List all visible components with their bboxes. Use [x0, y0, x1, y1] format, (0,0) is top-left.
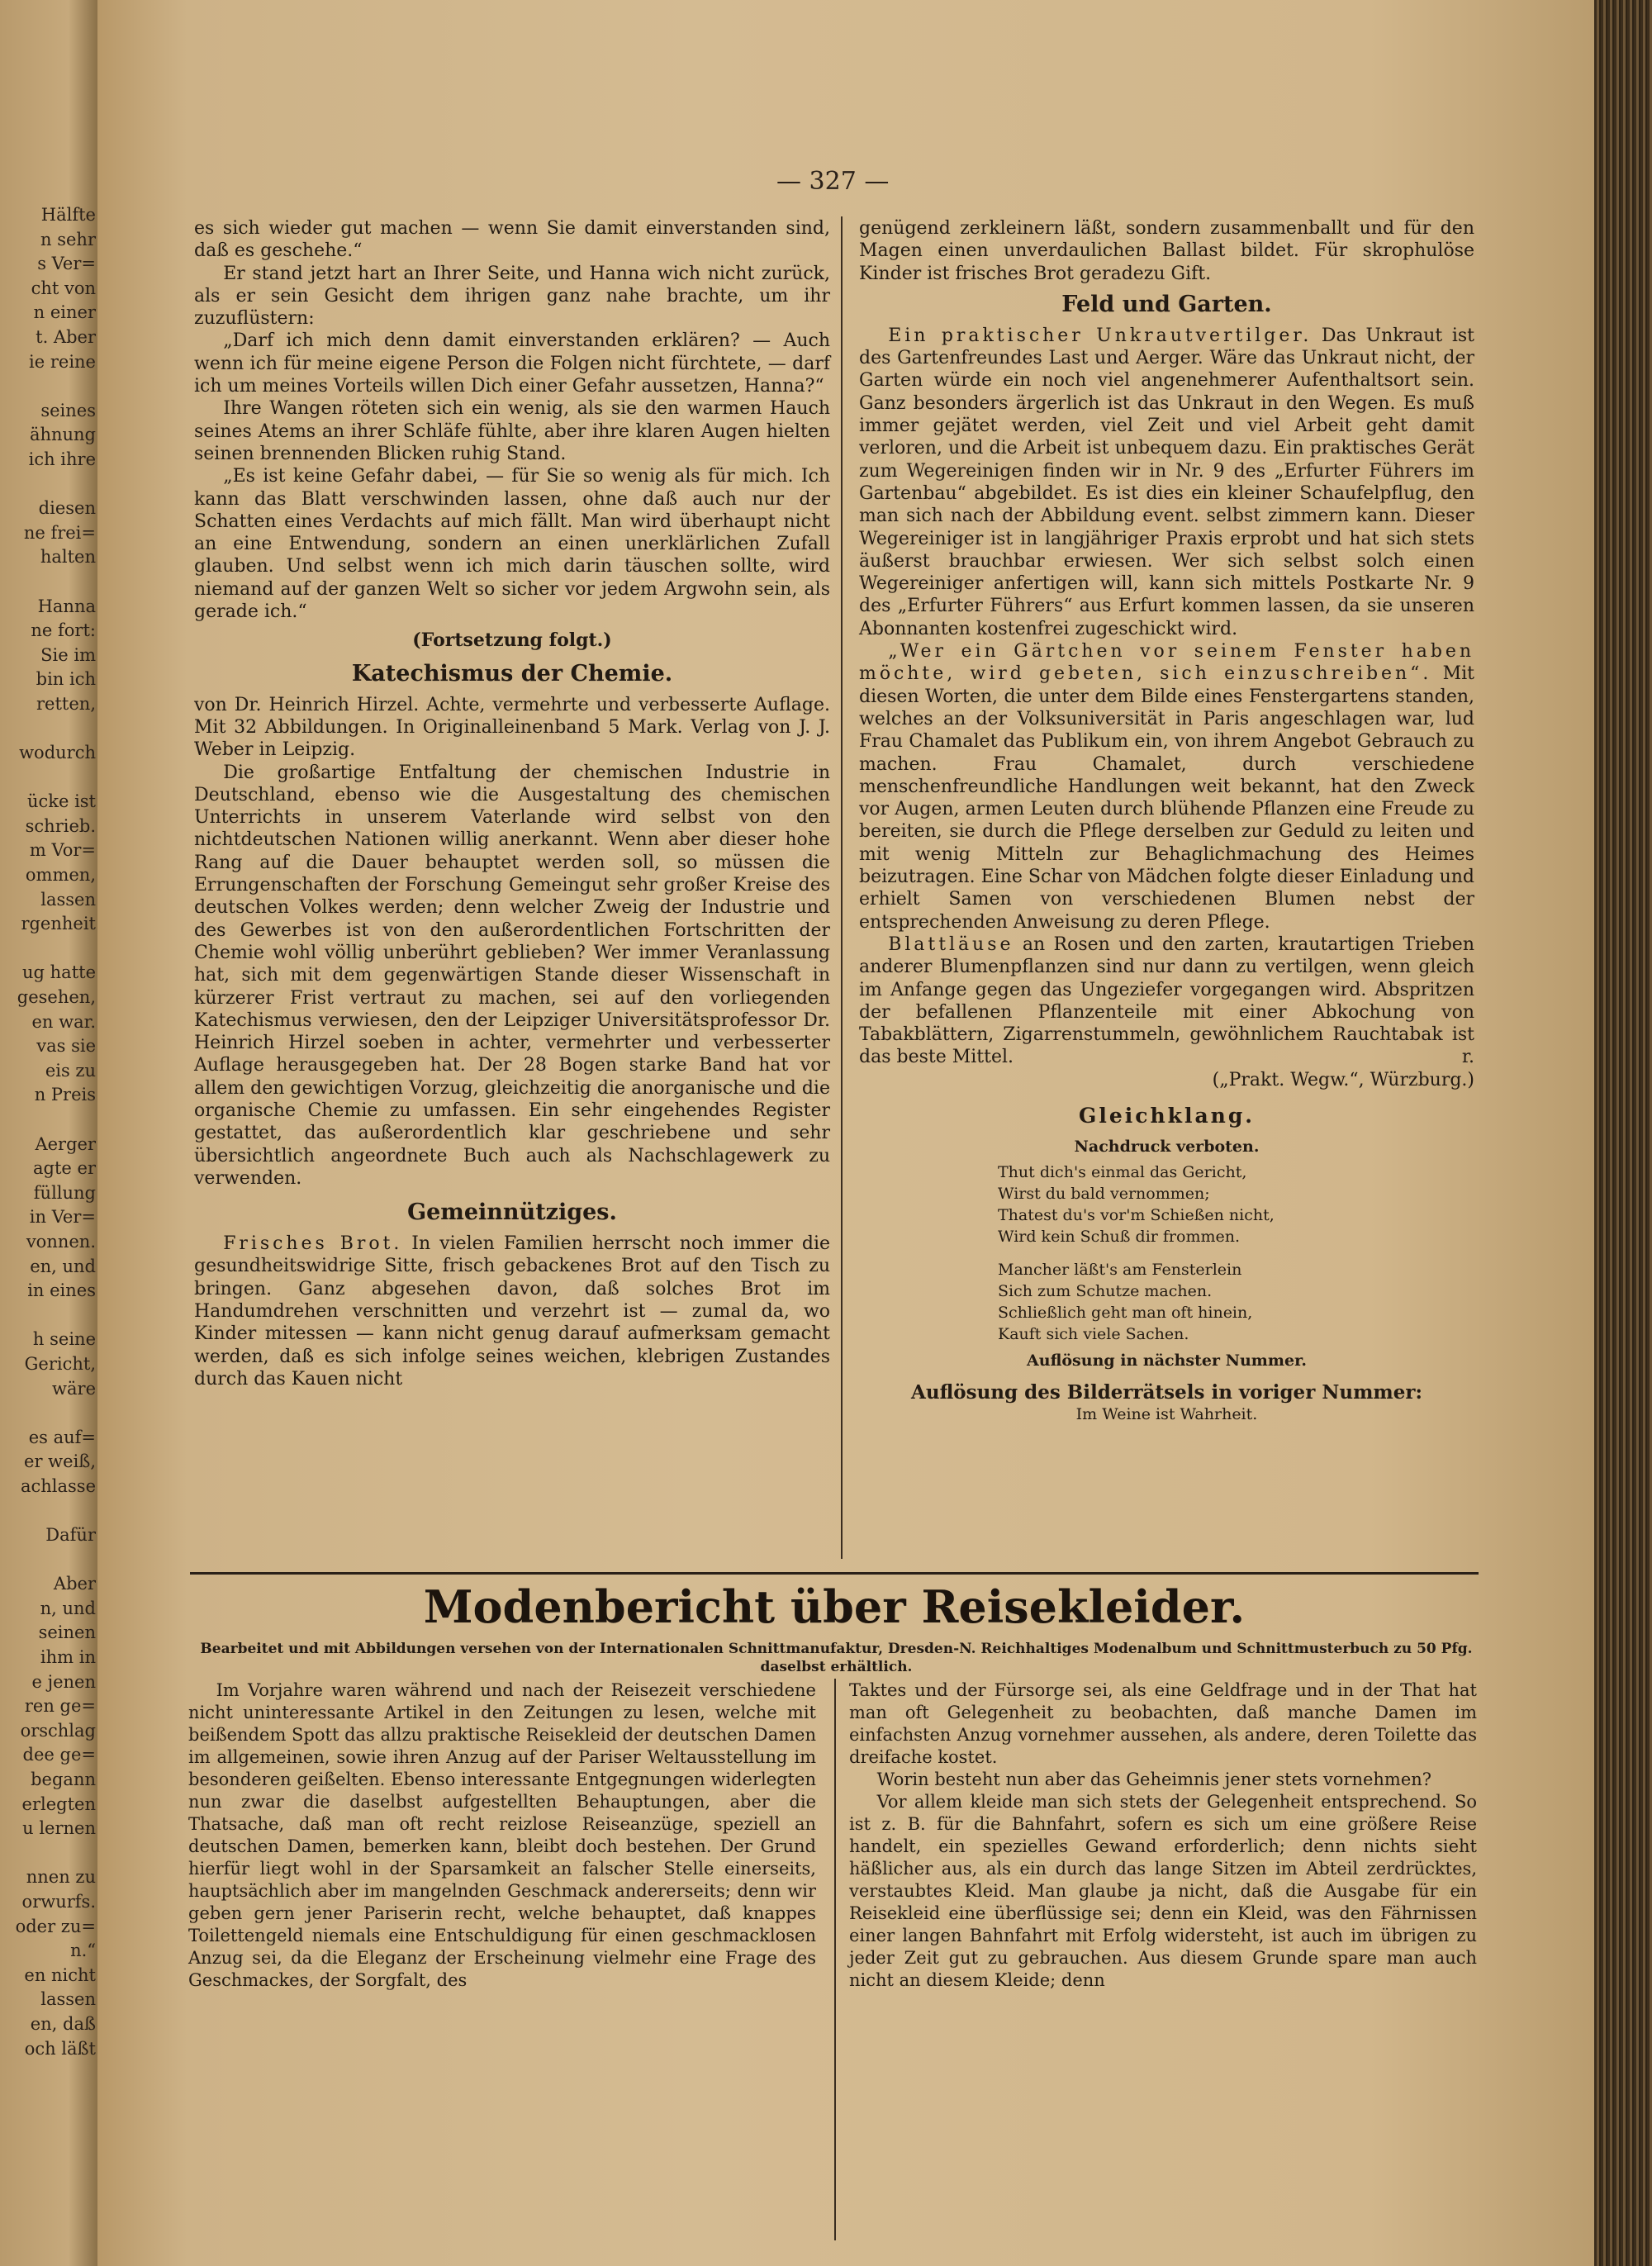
poem-note: Nachdruck verboten. [1074, 1137, 1260, 1156]
left-margin-fragment: en, und [30, 1256, 96, 1276]
bottom-column-divider [834, 1679, 836, 2240]
poem-line: Wirst du bald vernommen; [998, 1185, 1210, 1204]
left-margin-fragment: bin ich [36, 669, 96, 690]
left-margin-fragment: n einer [33, 302, 96, 323]
left-margin-fragment: begann [31, 1770, 96, 1789]
poem-solution: Auflösung in nächster Nummer. [1027, 1352, 1307, 1371]
left-margin-fragment [3, 1841, 96, 1866]
left-margin-fragment: seines [40, 400, 96, 420]
left-margin-fragment: Aerger [35, 1133, 96, 1154]
left-margin-fragment: wäre [52, 1378, 96, 1399]
continued-note: (Fortsetzung folgt.) [412, 629, 612, 652]
story-paragraph: es sich wieder gut machen — wenn Sie damit einverstanden sind, daß es geschehe.“ [194, 218, 830, 262]
left-margin-fragment: Aber [53, 1574, 96, 1594]
left-margin-fragment: m Vor= [29, 840, 96, 861]
modenbericht-right-p3: Vor allem kleide man sich stets der Gelegenheit entsprechend. So ist z. B. für die Bahnfahrt, sofern es sich um eine größere Reise handelt, ein spezielles Gewand erforderlich; denn nichts sieht häßlicher aus, als ein durch das lange Sitzen im Abteil zerdrücktes, verstaubtes Kleid. Man glaube ja nicht, daß die Ausgabe für ein Reisekleid eine überflüssige sei; denn ein Kleid, was den Fährnissen einer langen Bahnfahrt mit Erfolg widersteht, ist auch im übrigen zu jeder Zeit gut zu gebrauchen. Aus diesem Grunde spare man auch nicht an diesem Kleide; denn [849, 1792, 1477, 1990]
left-margin-fragment: n.“ [70, 1941, 96, 1961]
column-divider [841, 216, 843, 1559]
left-margin-fragment: u lernen [22, 1818, 96, 1839]
left-margin-fragment: es auf= [28, 1427, 96, 1447]
left-margin-fragment: ren ge= [24, 1696, 96, 1717]
left-margin-fragment: retten, [36, 693, 96, 714]
poem-line: Thut dich's einmal das Gericht, [998, 1163, 1247, 1182]
left-margin-fragment [3, 473, 96, 497]
left-margin-fragment: ommen, [25, 865, 96, 886]
left-margin-fragment: vonnen. [26, 1231, 96, 1252]
left-margin-fragment: n, und [40, 1598, 96, 1618]
chemie-heading: Katechismus der Chemie. [351, 660, 673, 686]
riddle-answer: Im Weine ist Wahrheit. [1075, 1404, 1258, 1423]
left-margin-fragment: nnen zu [26, 1867, 96, 1888]
story-paragraph: Ihre Wangen röteten sich ein wenig, als sie den warmen Hauch seines Atems an ihrer Schläfe fühlte, aber ihre klaren Augen hielten seinen brennenden Blicken ruhig Stand. [194, 398, 830, 464]
left-margin-fragment: er weiß, [24, 1451, 96, 1472]
gemein-heading: Gemeinnütziges. [407, 1200, 617, 1226]
left-margin-fragment [3, 1548, 96, 1573]
left-margin-fragment: füllung [33, 1182, 96, 1203]
left-margin-fragment: ihm in [40, 1647, 96, 1668]
left-margin-fragment: e jenen [31, 1671, 96, 1692]
poem-stanza-2 [998, 1259, 1474, 1345]
left-margin-fragment: rgenheit [21, 914, 96, 934]
column-right [859, 217, 1474, 1426]
modenbericht-right-p2: Worin besteht nun aber das Geheimnis jener stets vornehmen? [876, 1770, 1432, 1789]
feld-lead-2: „Wer ein Gärtchen vor seinem Fenster haben möchte, wird gebeten, sich einzuschreiben“. [859, 641, 1474, 685]
left-margin-fragment [3, 374, 96, 399]
left-margin-fragment: wodurch [19, 743, 96, 763]
left-margin-fragment: dee ge= [22, 1745, 96, 1765]
modenbericht-subtitle: Bearbeitet und mit Abbildungen versehen von der Internationalen Schnittmanufaktur, Dresden-N. Reichhaltiges Modenalbum und Schnittmusterbuch zu 50 Pfg. daselbst erhältlich. [200, 1641, 1473, 1675]
left-page-text-fragments [3, 203, 96, 2061]
left-margin-fragment: ücke ist [26, 791, 96, 812]
gemein-body: In vielen Familien herrscht noch immer die gesundheitswidrige Sitte, frisch gebackenes Brot auf den Tisch zu bringen. Ganz abgesehen davon, daß solches Brot im Handumdrehen verschnitten und verzehrt ist — zumal da, wo Kinder mitessen — kann nicht genug darauf aufmerksam gemacht werden, daß es sich infolge seines weichen, klebrigen Zustandes durch das Kauen nicht [194, 1233, 831, 1390]
left-margin-fragment: Sie im [40, 644, 96, 665]
left-margin-fragment: en, daß [30, 2013, 96, 2034]
left-margin-fragment [3, 570, 96, 595]
column-left [194, 217, 830, 1390]
left-margin-fragment: ne frei= [23, 522, 96, 543]
bottom-column-left [188, 1679, 816, 1992]
left-margin-fragment: halten [40, 547, 96, 568]
left-margin-fragment: lassen [40, 1989, 96, 2010]
left-margin-fragment: achlasse [20, 1475, 96, 1496]
modenbericht-title: Modenbericht über Reisekleider. [423, 1580, 1246, 1633]
left-margin-fragment: cht von [31, 278, 96, 298]
left-margin-fragment: och läßt [24, 2038, 96, 2059]
left-margin-fragment: agte er [33, 1158, 96, 1179]
bottom-column-right [849, 1679, 1477, 1992]
left-margin-fragment: t. Aber [36, 326, 96, 347]
left-margin-fragment: n Preis [34, 1085, 96, 1105]
left-margin-fragment: Gericht, [24, 1353, 96, 1374]
left-margin-fragment [3, 1304, 96, 1328]
riddle-heading: Auflösung des Bilderrätsels in voriger Nummer: [911, 1380, 1422, 1404]
feld-heading: Feld und Garten. [1061, 291, 1272, 317]
left-margin-fragment [3, 1499, 96, 1523]
left-margin-fragment [3, 937, 96, 962]
modenbericht-right-p1: Taktes und der Fürsorge sei, als eine Geldfrage und in der That hat man oft Gelegenheit zu beobachten, daß manche Damen im einfachsten Anzug vornehmer aussehen, als andere, deren Toilette das dreifache kostet. [849, 1680, 1477, 1767]
chemie-body: Die großartige Entfaltung der chemischen Industrie in Deutschland, ebenso wie die Ausgestaltung des chemischen Unterrichts in unserem Vaterlande wird selbst von den nichtdeutschen Nationen willig anerkannt. Wenn aber dieser hohe Rang auf die Dauer behauptet werden soll, so müssen die Errungenschaften der Forschung Gemeingut sehr großer Kreise des deutschen Volkes werden; denn welcher Zweig der Industrie und des Gewerbes ist von den außerordentlichen Fortschritten der Chemie wohl völlig unberührt geblieben? Wer immer Veranlassung hat, sich mit dem gegenwärtigen Stande dieser Wissenschaft in kürzerer Frist vertraut zu machen, sei auf den vorliegenden Katechismus verwiesen, den der Leipziger Universitätsprofessor Dr. Heinrich Hirzel soeben in achter, vermehrter und verbesserter Auflage herausgegeben hat. Der 28 Bogen starke Band hat vor allem den gewichtigen Vorzug, gleichzeitig die anorganische und die organische Chemie zu umfassen. Ein sehr eingehendes Register gestattet, das außerordentlich klar geschriebene und sehr übersichtlich angeordnete Buch auch als Nachschlagewerk zu verwenden. [194, 762, 830, 1189]
left-margin-fragment: h seine [32, 1329, 96, 1350]
left-margin-fragment: in Ver= [29, 1207, 96, 1228]
left-margin-fragment [3, 1108, 96, 1133]
story-paragraph: Er stand jetzt hart an Ihrer Seite, und Hanna wich nicht zurück, als er sein Gesicht dem ihrigen ganz nahe brachte, um ihr zuzuflüstern: [194, 263, 830, 330]
left-margin-fragment: ne fort: [31, 620, 96, 641]
left-margin-fragment: ich ihre [28, 449, 96, 469]
poem-line: Wird kein Schuß dir frommen. [998, 1228, 1240, 1247]
poem-stanza-1 [998, 1162, 1474, 1247]
left-margin-fragment: ie reine [29, 351, 96, 372]
feld-body-3: an Rosen und den zarten, krautartigen Trieben anderer Blumenpflanzen sind nur dann zu vertilgen, wenn gleich im Anfange gegen das Ungeziefer vorgegangen wird. Abspritzen der befallenen Pflanzenteile mit einer Abkochung von Tabakblättern, Zigarrenstummeln, gewöhnlichem Rauchtabak ist das beste Mittel. [859, 933, 1474, 1068]
left-margin-fragment: eis zu [45, 1060, 96, 1081]
poem-line: Mancher läßt's am Fensterlein [998, 1261, 1242, 1280]
story-paragraph: „Es ist keine Gefahr dabei, — für Sie so wenig als für mich. Ich kann das Blatt verschwinden lassen, ohne daß auch nur der Schatten eines Verdachts auf mich fällt. Man wird überhaupt nicht an eine Entwendung, sondern an einen unerklärlichen Zufall glauben. Und selbst wenn ich mich darin täuschen sollte, wird niemand auf der ganzen Welt so sicher vor jedem Argwohn sein, als gerade ich.“ [194, 466, 830, 623]
left-margin-fragment [3, 1401, 96, 1426]
poem-line: Kauft sich viele Sachen. [998, 1325, 1189, 1344]
story-paragraph: „Darf ich mich denn damit einverstanden erklären? — Auch wenn ich für meine eigene Person die Folgen nicht fürchtete, — darf ich um meines Vorteils willen Dich einer Gefahr aussetzen, Hanna?“ [194, 330, 830, 397]
feld-body-2: Mit diesen Worten, die unter dem Bilde eines Fenstergartens standen, welches an der Volksuniversität in Paris angeschlagen war, lud Frau Chamalet das Publikum ein, von ihrem Angebot Gebrauch zu machen. Frau Chamalet, durch verschiedene menschenfreundliche Handlungen weit bekannt, hat den Zweck vor Augen, armen Leuten durch blühende Pflanzen eine Freude zu bereiten, sie durch die Pflege derselben zur Geduld zu leiten und mit wenig Mitteln zur Behaglichmachung des Heimes beizutragen. Eine Schar von Mädchen folgte dieser Einladung und erhielt Samen von verschiedenen Blumen nebst der entsprechenden Anweisung zu deren Pflege. [859, 663, 1475, 933]
left-margin-fragment: schrieb. [25, 815, 96, 836]
poem-line: Sich zum Schutze machen. [998, 1282, 1213, 1301]
gemein-lead: Frisches Brot. [223, 1233, 403, 1255]
feld-source: („Prakt. Wegw.“, Würzburg.) [1212, 1069, 1474, 1090]
left-margin-fragment: s Ver= [37, 254, 96, 274]
left-margin-fragment: orwurfs. [21, 1891, 96, 1912]
col2-intro: genügend zerkleinern läßt, sondern zusammenballt und für den Magen einen unverdaulichen Ballast bildet. Für skrophulöse Kinder ist frisches Brot geradezu Gift. [859, 218, 1474, 284]
left-margin-fragment: lassen [40, 889, 96, 910]
left-margin-fragment: in eines [27, 1280, 96, 1301]
left-margin-fragment: Hälfte [40, 205, 96, 225]
left-margin-fragment [3, 716, 96, 741]
poem-title: Gleichklang. [1078, 1103, 1256, 1128]
left-margin-fragment [3, 766, 96, 791]
feld-lead-3: Blattläuse [888, 933, 1014, 955]
feld-lead-1: Ein praktischer Unkrautvertilger. [888, 325, 1313, 346]
left-margin-fragment: Dafür [45, 1525, 96, 1546]
left-margin-fragment: oder zu= [15, 1916, 96, 1936]
left-page-margin [0, 0, 97, 2266]
page-number: — 327 — [776, 167, 890, 196]
left-margin-fragment: Hanna [37, 596, 96, 616]
left-margin-fragment: orschlag [20, 1720, 96, 1741]
left-margin-fragment: vas sie [36, 1036, 96, 1057]
left-margin-fragment: erlegten [21, 1793, 96, 1814]
left-margin-fragment: n sehr [40, 229, 96, 249]
feld-signature: r. [1461, 1047, 1474, 1068]
modenbericht-left-text: Im Vorjahre waren während und nach der Reisezeit verschiedene nicht uninteressante Artikel in den Zeitungen zu lesen, welche mit beißendem Spott das allzu praktische Reisekleid der deutschen Damen im allgemeinen, sowie ihren Anzug auf der Pariser Weltausstellung im besonderen geißelten. Ebenso interessante Entgegnungen widerlegten nun zwar die daselbst aufgestellten Behauptungen, aber die Thatsache, daß man oft recht reizlose Reiseanzüge, speziell an deutschen Damen, bemerken kann, bleibt doch bestehen. Der Grund hierfür liegt wohl in der Sparsamkeit an falscher Stelle einerseits, hauptsächlich aber im mangelnden Geschmack andererseits; denn wir geben gern jener Pariserin recht, welche behauptet, daß knappes Toilettengeld niemals eine Entschuldigung für einen geschmacklosen Anzug sei, da die Eleganz der Erscheinung vielmehr eine Frage des Geschmackes, der Sorgfalt, des [188, 1680, 816, 1990]
left-margin-fragment: seinen [38, 1622, 96, 1643]
left-margin-fragment: ähnung [29, 425, 96, 445]
left-margin-fragment: diesen [38, 498, 96, 519]
left-margin-fragment: en war. [31, 1011, 96, 1032]
left-margin-fragment: en nicht [24, 1964, 96, 1985]
chemie-byline: von Dr. Heinrich Hirzel. Achte, vermehrte und verbesserte Auflage. Mit 32 Abbildungen. In Originalleinenband 5 Mark. Verlag von J. J. Weber in Leipzig. [194, 694, 830, 761]
book-spine [1594, 0, 1652, 2266]
feld-body-1: Das Unkraut ist des Gartenfreundes Last und Aerger. Wäre das Unkraut nicht, der Garten würde ein noch viel angenehmerer Aufenthaltsort sein. Ganz besonders ärgerlich ist das Unkraut in den Wegen. Es muß immer gejätet werden, viel Zeit und viel Arbeit geht damit verloren, und die Arbeit ist unbequem dazu. Ein praktisches Gerät zum Wegereinigen finden wir in Nr. 9 des „Erfurter Führers im Gartenbau“ abgebildet. Es ist dies ein kleiner Schaufelpflug, den man sich nach der Abbildung event. selbst zimmern kann. Dieser Wegereiniger ist in langjähriger Praxis erprobt und hat sich stets äußerst brauchbar erwiesen. Wer sich selbst solch einen Wegereiniger anfertigen will, kann sich mittels Postkarte Nr. 9 des „Erfurter Führers“ aus Erfurt kommen lassen, da sie unseren Abonnanten kostenfrei zugeschickt wird. [859, 325, 1474, 639]
poem-line: Thatest du's vor'm Schießen nicht, [998, 1206, 1275, 1225]
left-margin-fragment: gesehen, [17, 987, 96, 1007]
poem-line: Schließlich geht man oft hinein, [998, 1304, 1253, 1323]
section-rule [190, 1572, 1479, 1575]
left-margin-fragment: ug hatte [22, 962, 96, 983]
